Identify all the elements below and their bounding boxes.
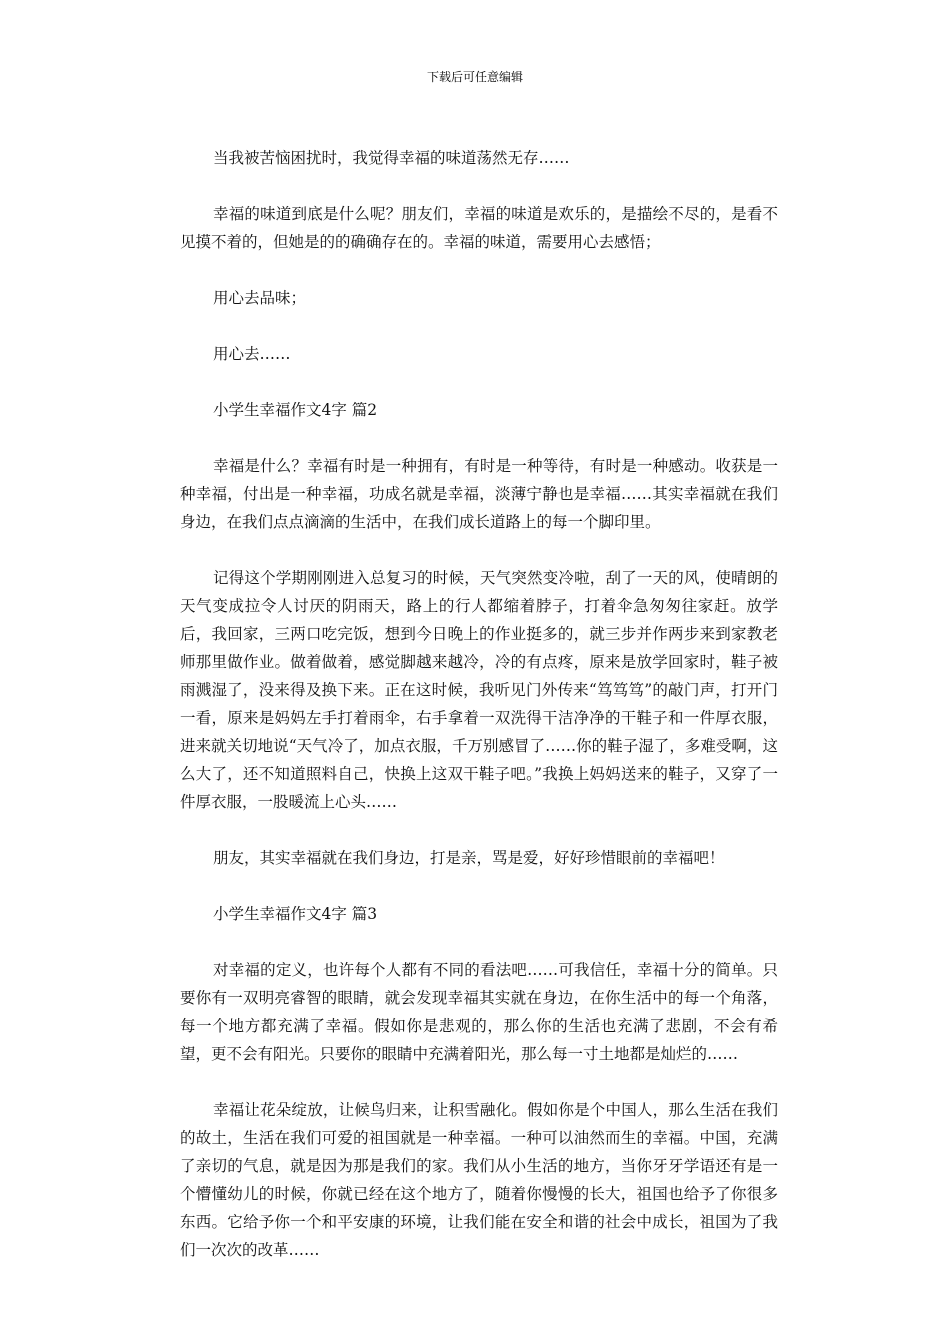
section-heading-3: 小学生幸福作文4字 篇3 — [213, 905, 378, 923]
section-heading-2: 小学生幸福作文4字 篇2 — [213, 401, 378, 419]
paragraph-5: 幸福是什么？幸福有时是一种拥有，有时是一种等待，有时是一种感动。收获是一种幸福，付出是一种幸福，功成名就是幸福，淡薄宁静也是幸福……其实幸福就在我们身边，在我们点点滴滴的生活中，在我们成长道路上的每一个脚印里。 — [180, 457, 778, 531]
paragraph-1: 当我被苦恼困扰时，我觉得幸福的味道荡然无存…… — [213, 149, 570, 167]
paragraph-8: 对幸福的定义，也许每个人都有不同的看法吧……可我信任，幸福十分的简单。只要你有一双明亮睿智的眼睛，就会发现幸福其实就在身边，在你生活中的每一个角落，每一个地方都充满了幸福。假如你是悲观的，那么你的生活也充满了悲剧，不会有希望，更不会有阳光。只要你的眼睛中充满着阳光，那么每一寸土地都是灿烂的…… — [180, 961, 778, 1063]
document-body — [180, 144, 778, 1292]
paragraph-7: 朋友，其实幸福就在我们身边，打是亲，骂是爱，好好珍惜眼前的幸福吧！ — [213, 849, 725, 867]
paragraph-6: 记得这个学期刚刚进入总复习的时候，天气突然变冷啦，刮了一天的风，使晴朗的天气变成拉令人讨厌的阴雨天，路上的行人都缩着脖子，打着伞急匆匆往家赶。放学后，我回家，三两口吃完饭，想到今日晚上的作业挺多的，就三步并作两步来到家教老师那里做作业。做着做着，感觉脚越来越冷，冷的有点疼，原来是放学回家时，鞋子被雨溅湿了，没来得及换下来。正在这时候，我听见门外传来“笃笃笃”的敲门声，打开门一看，原来是妈妈左手打着雨伞，右手拿着一双洗得干洁净净的干鞋子和一件厚衣服，进来就关切地说“天气冷了，加点衣服，千万别感冒了……你的鞋子湿了，多难受啊，这么大了，还不知道照料自己，快换上这双干鞋子吧。”我换上妈妈送来的鞋子，又穿了一件厚衣服，一股暖流上心头…… — [180, 569, 778, 811]
paragraph-2: 幸福的味道到底是什么呢？朋友们，幸福的味道是欢乐的，是描绘不尽的，是看不见摸不着的，但她是的的确确存在的。幸福的味道，需要用心去感悟； — [180, 205, 778, 251]
paragraph-4: 用心去…… — [213, 345, 291, 363]
page-header: 下载后可任意编辑 — [426, 70, 523, 84]
paragraph-3: 用心去品味； — [213, 289, 307, 307]
paragraph-9: 幸福让花朵绽放，让候鸟归来，让积雪融化。假如你是个中国人，那么生活在我们的故土，生活在我们可爱的祖国就是一种幸福。一种可以油然而生的幸福。中国，充满了亲切的气息，就是因为那是我们的家。我们从小生活的地方，当你牙牙学语还有是一个懵懂幼儿的时候，你就已经在这个地方了，随着你慢慢的长大，祖国也给予了你很多东西。它给予你一个和平安康的环境，让我们能在安全和谐的社会中成长，祖国为了我们一次次的改革…… — [180, 1101, 778, 1259]
